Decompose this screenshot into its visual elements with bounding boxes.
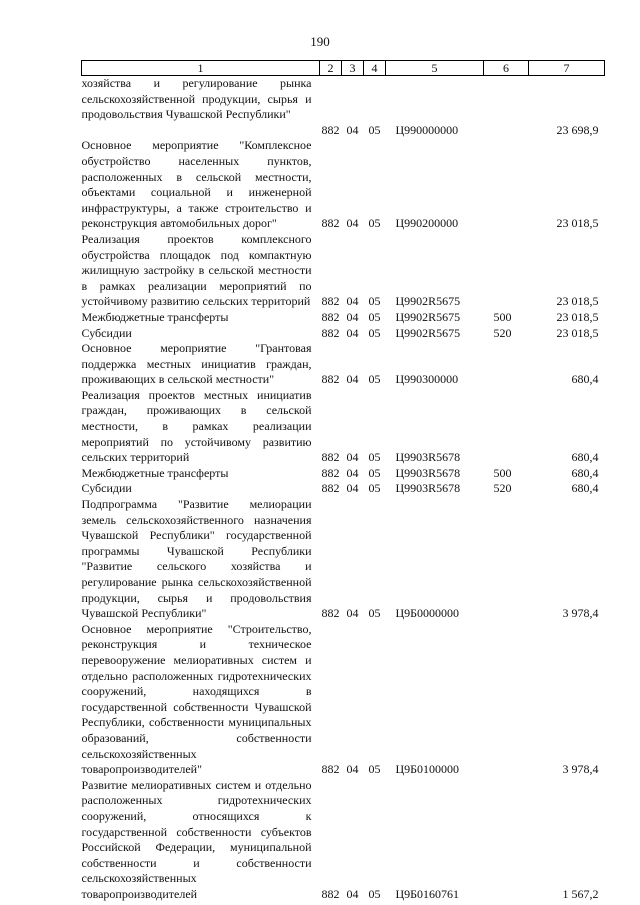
row-subsection: 05 (368, 465, 381, 480)
header-col-6: 6 (484, 61, 529, 76)
header-col-1: 1 (82, 61, 320, 76)
row-subsection: 05 (368, 325, 381, 340)
table-row (82, 76, 605, 123)
row-section: 04 (346, 325, 359, 340)
row-subsection: 05 (368, 122, 381, 137)
row-target-article: Ц990300000 (395, 372, 459, 387)
row-name: Подпрограмма "Развитие мелиорации земель сельскохозяйственного назначения Чувашской Республики" государственной программы Чувашской Республики "Развитие сельского хозяйства и регулирование рынка сельскохозяйственной продукции, сырья и продовольствия Чувашской Республики" (81, 497, 312, 621)
row-name: Развитие мелиоративных систем и отдельно расположенных гидротехнических сооружений, относящихся к государственной собственности субъектов Российской Федерации, муниципальной собственности и собственности сельскохозяйственных товаропроизводителей (81, 777, 312, 901)
row-admin-code: 882 (321, 216, 340, 231)
header-col-5: 5 (386, 61, 484, 76)
row-expense-type (484, 123, 529, 139)
row-name: хозяйства и регулирование рынка сельскохозяйственной продукции, сырья и продовольствия Чувашской Республики" (81, 76, 312, 122)
row-target-article: Ц9903R5678 (395, 481, 461, 496)
table-header (82, 61, 605, 76)
page-number: 190 (310, 34, 330, 49)
row-section: 04 (346, 122, 359, 137)
row-target-article: Ц9903R5678 (395, 465, 461, 480)
row-amount: 23 018,5 (556, 309, 599, 324)
row-name: Основное мероприятие "Строительство, реконструкция и техническое перевооружение мелиоративных систем и отдельно расположенных гидротехнических сооружений, находящихся в государственной собственности Чувашской Республики, собственности муниципальных образований, собственности сельскохозяйственных товаропроизводителей" (81, 621, 312, 777)
row-amount: 23 018,5 (556, 325, 599, 340)
row-section (342, 76, 364, 123)
row-amount: 3 978,4 (562, 606, 599, 621)
row-target-article: Ц9902R5675 (395, 309, 461, 324)
row-admin-code: 882 (321, 450, 340, 465)
row-subsection: 05 (368, 216, 381, 231)
row-expense-type (484, 341, 529, 388)
table-row (82, 310, 605, 326)
row-admin-code: 882 (321, 465, 340, 480)
row-subsection: 05 (368, 309, 381, 324)
table-body (82, 76, 605, 903)
row-section: 04 (346, 762, 359, 777)
row-amount: 23 018,5 (556, 294, 599, 309)
row-section: 04 (346, 886, 359, 901)
header-row (82, 61, 605, 76)
row-target-article: Ц9902R5675 (395, 294, 461, 309)
table-row (82, 138, 605, 232)
table-row (82, 778, 605, 903)
row-target-article (386, 76, 484, 123)
row-name: Межбюджетные трансферты (81, 309, 229, 324)
table-row (82, 466, 605, 482)
row-target-article: Ц9903R5678 (395, 450, 461, 465)
row-section: 04 (346, 294, 359, 309)
row-subsection (364, 76, 386, 123)
row-section: 04 (346, 309, 359, 324)
row-amount: 680,4 (571, 450, 599, 465)
row-amount: 23 018,5 (556, 216, 599, 231)
row-name (82, 123, 320, 139)
table-row (82, 388, 605, 466)
row-expense-type (484, 778, 529, 903)
row-target-article: Ц990000000 (395, 122, 459, 137)
row-admin-code: 882 (321, 481, 340, 496)
row-name: Основное мероприятие "Комплексное обустройство населенных пунктов, расположенных в сельской местности, объектами социальной и инженерной инфраструктуры, а также строительство и реконструкция автомобильных дорог" (81, 138, 312, 231)
row-expense-type (484, 138, 529, 232)
row-subsection: 05 (368, 481, 381, 496)
row-subsection: 05 (368, 294, 381, 309)
row-subsection: 05 (368, 450, 381, 465)
row-amount: 680,4 (571, 481, 599, 496)
row-admin-code: 882 (321, 294, 340, 309)
row-expense-type (484, 497, 529, 622)
row-target-article: Ц9Б0100000 (395, 762, 460, 777)
row-admin-code (320, 76, 342, 123)
row-amount: 680,4 (571, 372, 599, 387)
row-expense-type: 500 (493, 465, 512, 480)
row-admin-code: 882 (321, 762, 340, 777)
row-expense-type: 500 (493, 309, 512, 324)
row-expense-type: 520 (493, 481, 512, 496)
row-subsection: 05 (368, 606, 381, 621)
row-expense-type (484, 388, 529, 466)
budget-table (81, 60, 605, 902)
row-amount: 3 978,4 (562, 762, 599, 777)
row-admin-code: 882 (321, 325, 340, 340)
row-target-article: Ц990200000 (395, 216, 459, 231)
header-col-3: 3 (342, 61, 364, 76)
header-col-4: 4 (364, 61, 386, 76)
row-section: 04 (346, 481, 359, 496)
row-name: Реализация проектов комплексного обустройства площадок под компактную жилищную застройку в сельской местности в рамках реализации мероприятий по устойчивому развитию сельских территорий (81, 231, 312, 309)
row-target-article: Ц9902R5675 (395, 325, 461, 340)
table-row (82, 123, 605, 139)
row-section: 04 (346, 450, 359, 465)
row-expense-type (484, 76, 529, 123)
table-row (82, 481, 605, 497)
row-target-article: Ц9Б0000000 (395, 606, 460, 621)
row-section: 04 (346, 372, 359, 387)
row-name: Основное мероприятие "Грантовая поддержка местных инициатив граждан, проживающих в сельской местности" (81, 341, 312, 387)
row-subsection: 05 (368, 372, 381, 387)
row-admin-code: 882 (321, 372, 340, 387)
header-col-2: 2 (320, 61, 342, 76)
row-name: Межбюджетные трансферты (81, 465, 229, 480)
row-name: Реализация проектов местных инициатив граждан, проживающих в сельской местности, в рамках реализации мероприятий по устойчивому развитию сельских территорий (81, 387, 312, 465)
table-row (82, 232, 605, 310)
table-row (82, 341, 605, 388)
table-row (82, 326, 605, 342)
row-name: Субсидии (81, 481, 132, 496)
row-admin-code: 882 (321, 309, 340, 324)
row-amount: 680,4 (571, 465, 599, 480)
row-section: 04 (346, 216, 359, 231)
row-amount (529, 76, 605, 123)
row-admin-code: 882 (321, 122, 340, 137)
row-subsection: 05 (368, 762, 381, 777)
table-row (82, 497, 605, 622)
table-row (82, 622, 605, 778)
row-admin-code: 882 (321, 606, 340, 621)
row-expense-type (484, 232, 529, 310)
row-expense-type: 520 (493, 325, 512, 340)
row-amount: 1 567,2 (562, 886, 599, 901)
row-admin-code: 882 (321, 886, 340, 901)
row-section: 04 (346, 465, 359, 480)
row-target-article: Ц9Б0160761 (395, 886, 460, 901)
header-col-7: 7 (529, 61, 605, 76)
row-amount: 23 698,9 (556, 122, 599, 137)
row-subsection: 05 (368, 886, 381, 901)
row-expense-type (484, 622, 529, 778)
row-section: 04 (346, 606, 359, 621)
row-name: Субсидии (81, 325, 132, 340)
